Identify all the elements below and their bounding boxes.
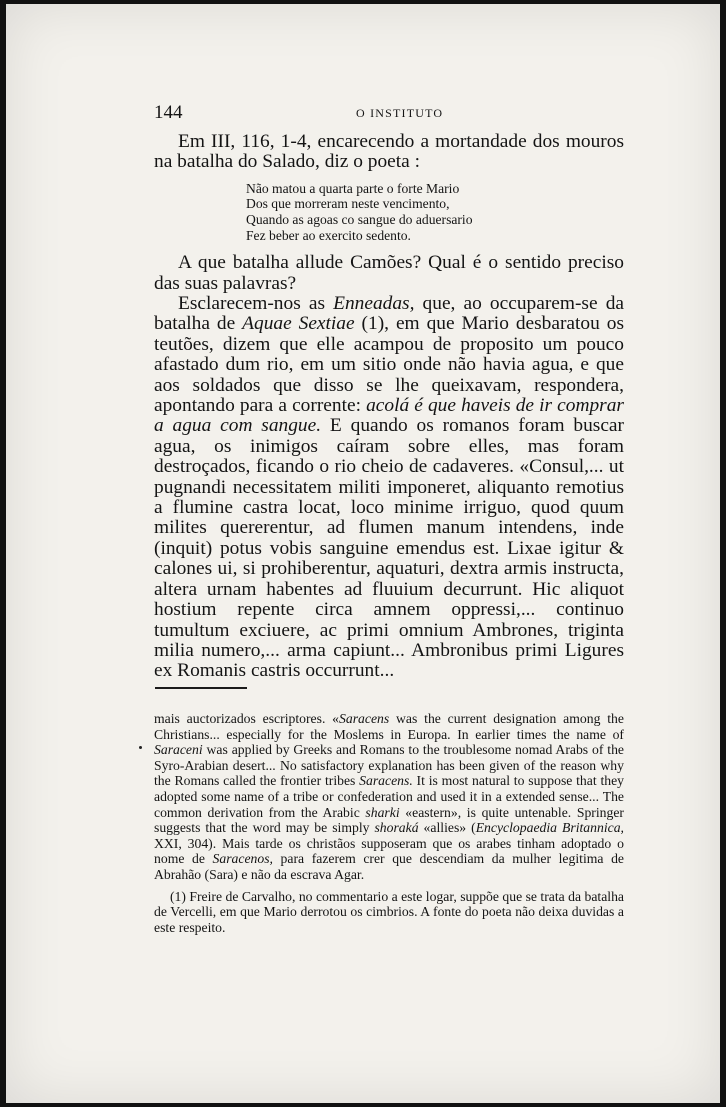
italic-term: Saraceni xyxy=(154,742,203,758)
text-segment: was the current designation among the Christians... especially for the Moslems in Europa. In earlier times the name of xyxy=(154,711,624,742)
italic-term: shoraká xyxy=(374,820,419,836)
text-segment: «allies» ( xyxy=(418,820,476,836)
text-segment: mais auctorizados escriptores. « xyxy=(154,711,340,726)
text-segment: XXI, 304). Mais tarde os christãos supposeram que os arabes tinham adoptado o nome de xyxy=(154,835,624,867)
footnote-divider xyxy=(155,687,247,689)
text-segment: It is most natural to suppose that they adopted some name of a tribe or confederation and used it in a extended sense... The common derivation from the Arabic xyxy=(154,773,625,820)
running-head: O INSTITUTO xyxy=(356,106,444,120)
page-header xyxy=(154,102,624,124)
italic-title: Encyclopaedia Britannica, xyxy=(475,820,624,836)
text-segment: «eastern», is quite untenable. Springer suggests that the word may be simply xyxy=(154,804,624,836)
verse-line: Não matou a quarta parte o forte Mario xyxy=(246,180,460,196)
italic-title: Enneadas, xyxy=(333,293,415,314)
italic-term: Saracenos, xyxy=(212,851,273,867)
main-text xyxy=(154,132,624,682)
page-number: 144 xyxy=(154,102,183,123)
text-segment: Esclarecem-nos as xyxy=(178,293,334,314)
text-segment: que, ao occuparem-se da batalha de xyxy=(154,293,624,335)
footnote-continued xyxy=(154,711,624,883)
text-segment: was applied by Greeks and Romans to the troublesome nomad Arabs of the Syro-Arabian desert... No satisfactory explanation has been given of the reason why the Romans called the frontier tribes xyxy=(154,742,624,789)
italic-quote: acolá é que haveis de ir comprar a agua com sangue. xyxy=(154,395,624,437)
verse-line: Fez beber ao exercito sedento. xyxy=(246,227,411,243)
enneadas-paragraph xyxy=(154,294,624,682)
verse-line: Quando as agoas co sangue do aduersario xyxy=(246,212,473,227)
margin-mark xyxy=(139,746,142,749)
text-segment: (1), em que Mario desbaratou os teutões, dizem que elle acampou de proposito um pouco afastado dum rio, em um sitio onde não havia agua, e que aos soldados que disso se lhe queixavam, respondera, apontando para a corrente: xyxy=(154,313,624,417)
intro-paragraph: Em III, 116, 1-4, encarecendo a mortandade dos mouros na batalha do Salado, diz o poeta : xyxy=(154,131,624,173)
verse-quote xyxy=(246,181,624,243)
text-segment: para fazerem crer que descendiam da mulher legitima de Abrahão (Sara) e não da escrava Agar. xyxy=(154,851,624,882)
book-page xyxy=(6,4,720,1103)
verse-line: Dos que morreram neste vencimento, xyxy=(246,196,450,212)
question-paragraph: A que batalha allude Camões? Qual é o sentido preciso das suas palavras? xyxy=(154,252,624,294)
italic-term: sharki xyxy=(365,804,400,820)
italic-term: Saracens. xyxy=(359,773,413,789)
footnote-1: (1) Freire de Carvalho, no commentario a este logar, suppõe que se trata da batalha de Vercelli, em que Mario derrotou os cimbrios. A fonte do poeta não deixa duvidas a este respeito. xyxy=(154,888,625,935)
italic-place: Aquae Sextiae xyxy=(242,313,355,335)
italic-term: Saracens xyxy=(339,711,390,726)
text-segment: E quando os romanos foram buscar agua, os inimigos caíram sobre elles, mas foram destroçados, ficando o rio cheio de cadaveres. «Consul,... ut pugnandi necessitatem militi imponeret, aliquanto remotius a flumine castra locat, loco minime irriguo, quod quum milites quererentur, ad flumen manum intendens, inde (inquit) potus vobis sanguine emendus est. Lixae igitur & calones ui, si prohiberentur, aquaturi, dextra armis instructa, altera urnam habentes ad fluuium decurrunt. Hic aliquot hostium repente circa amnem oppressi,... continuo tumultum exciuere, ac primi omnium Ambrones, triginta milia numero,... arma capiunt... Ambronibus primi Ligures ex Romanis castris occurrunt... xyxy=(154,415,624,682)
footnotes xyxy=(154,711,624,935)
